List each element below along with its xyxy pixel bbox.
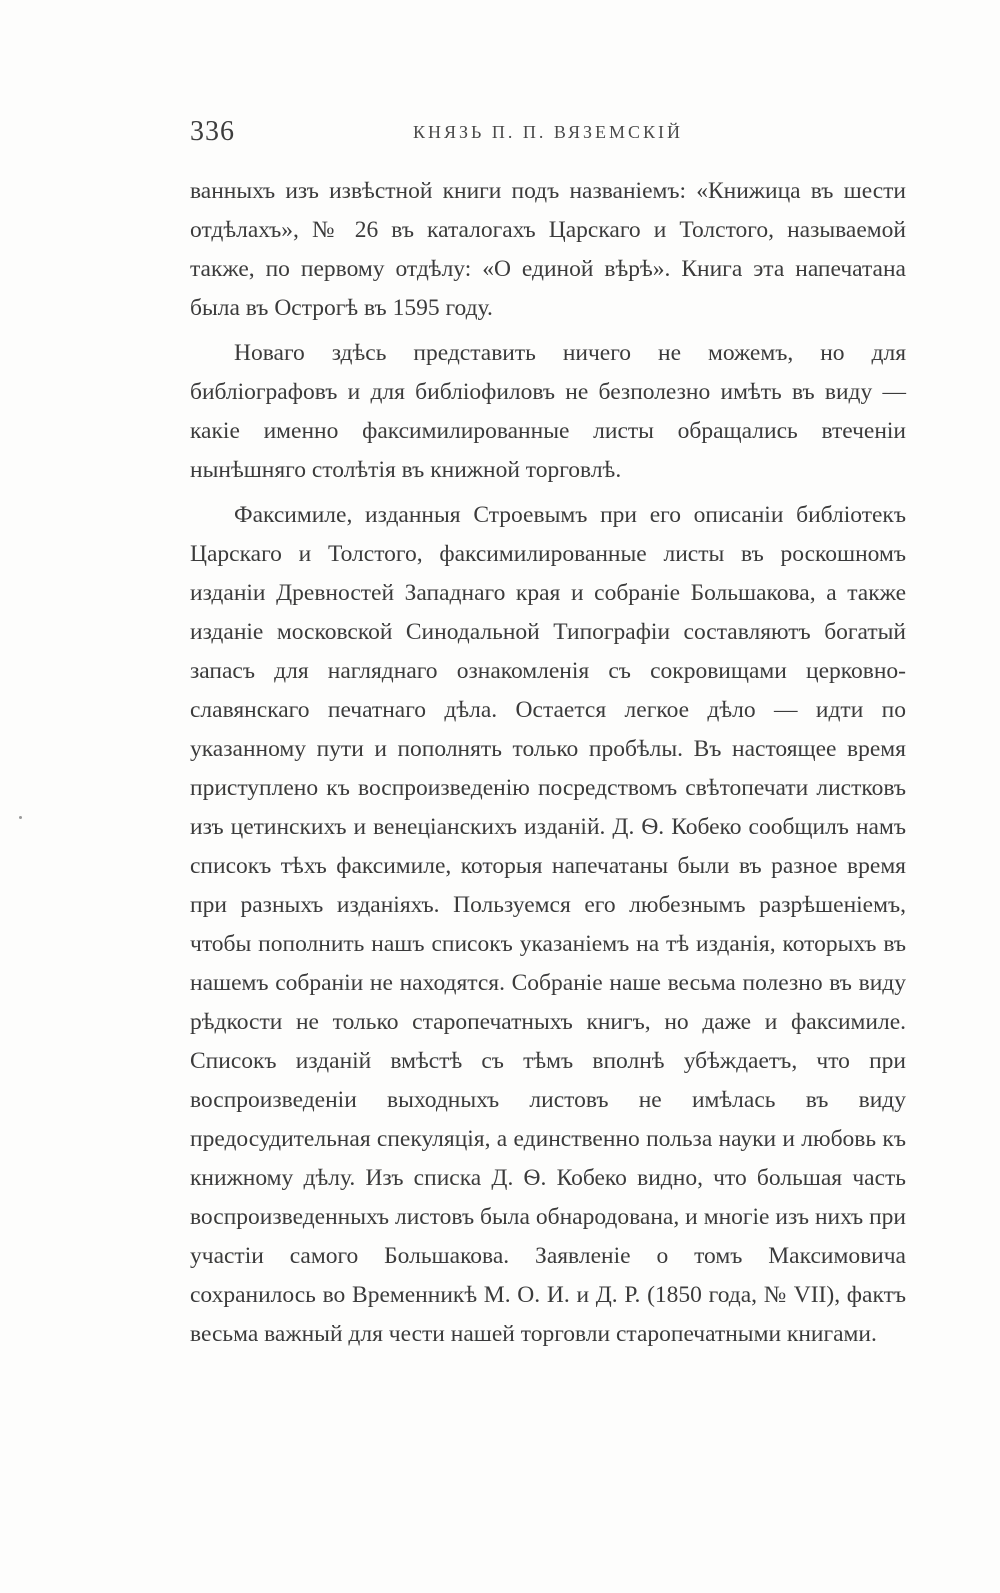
page-header <box>190 116 906 150</box>
paragraph-facsimiles: Факсимиле, изданныя Строевымъ при его описаніи библіотекъ Царскаго и Толстого, факсимилированные листы въ роскошномъ изданіи Древностей Западнаго края и собраніе Большакова, а также изданіе московской Синодальной Типографіи составляютъ богатый запасъ для нагляднаго ознакомленія съ сокровищами церковно-славянскаго печатнаго дѣла. Остается легкое дѣло — идти по указанному пути и пополнять только пробѣлы. Въ настоящее время приступлено къ воспроизведенію посредствомъ свѣтопечати листковъ изъ цетинскихъ и венеціанскихъ изданій. Д. Ѳ. Кобеко сообщилъ намъ списокъ тѣхъ факсимиле, которыя напечатаны были въ разное время при разныхъ изданіяхъ. Пользуемся его любезнымъ разрѣшеніемъ, чтобы пополнить нашъ списокъ указаніемъ на тѣ изданія, которыхъ въ нашемъ собраніи не находятся. Собраніе наше весьма полезно въ виду рѣдкости не только старопечатныхъ книгъ, но даже и факсимиле. Списокъ изданій вмѣстѣ съ тѣмъ вполнѣ убѣждаетъ, что при воспроизведеніи выходныхъ листовъ не имѣлась въ виду предосудительная спекуляція, а единственно польза науки и любовь къ книжному дѣлу. Изъ списка Д. Ѳ. Кобеко видно, что большая часть воспроизведенныхъ листовъ была обнародована, и многіе изъ нихъ при участіи самого Большакова. Заявленіе о томъ Максимовича сохранилось во Временникѣ М. О. И. и Д. Р. (1850 года, № VII), фактъ весьма важный для чести нашей торговли старопечатными книгами. <box>190 502 906 1347</box>
print-speck <box>19 816 22 819</box>
paragraph-continuation: ванныхъ изъ извѣстной книги подъ названіемъ: «Книжица въ шести отдѣлахъ», № 26 въ каталогахъ Царскаго и Толстого, называемой также, по первому отдѣлу: «О единой вѣрѣ». Книга эта напечатана была въ Острогѣ въ 1595 году. <box>190 178 906 321</box>
running-head: КНЯЗЬ П. П. ВЯЗЕМСКІЙ <box>413 122 683 142</box>
paragraph-bibliographers: Новаго здѣсь представить ничего не можемъ, но для библіографовъ и для библіофиловъ не безполезно имѣть въ виду — какіе именно факсимилированные листы обращались втеченіи нынѣшняго столѣтія въ книжной торговлѣ. <box>190 340 906 483</box>
page-number: 336 <box>190 116 235 147</box>
body-text <box>190 172 906 1354</box>
